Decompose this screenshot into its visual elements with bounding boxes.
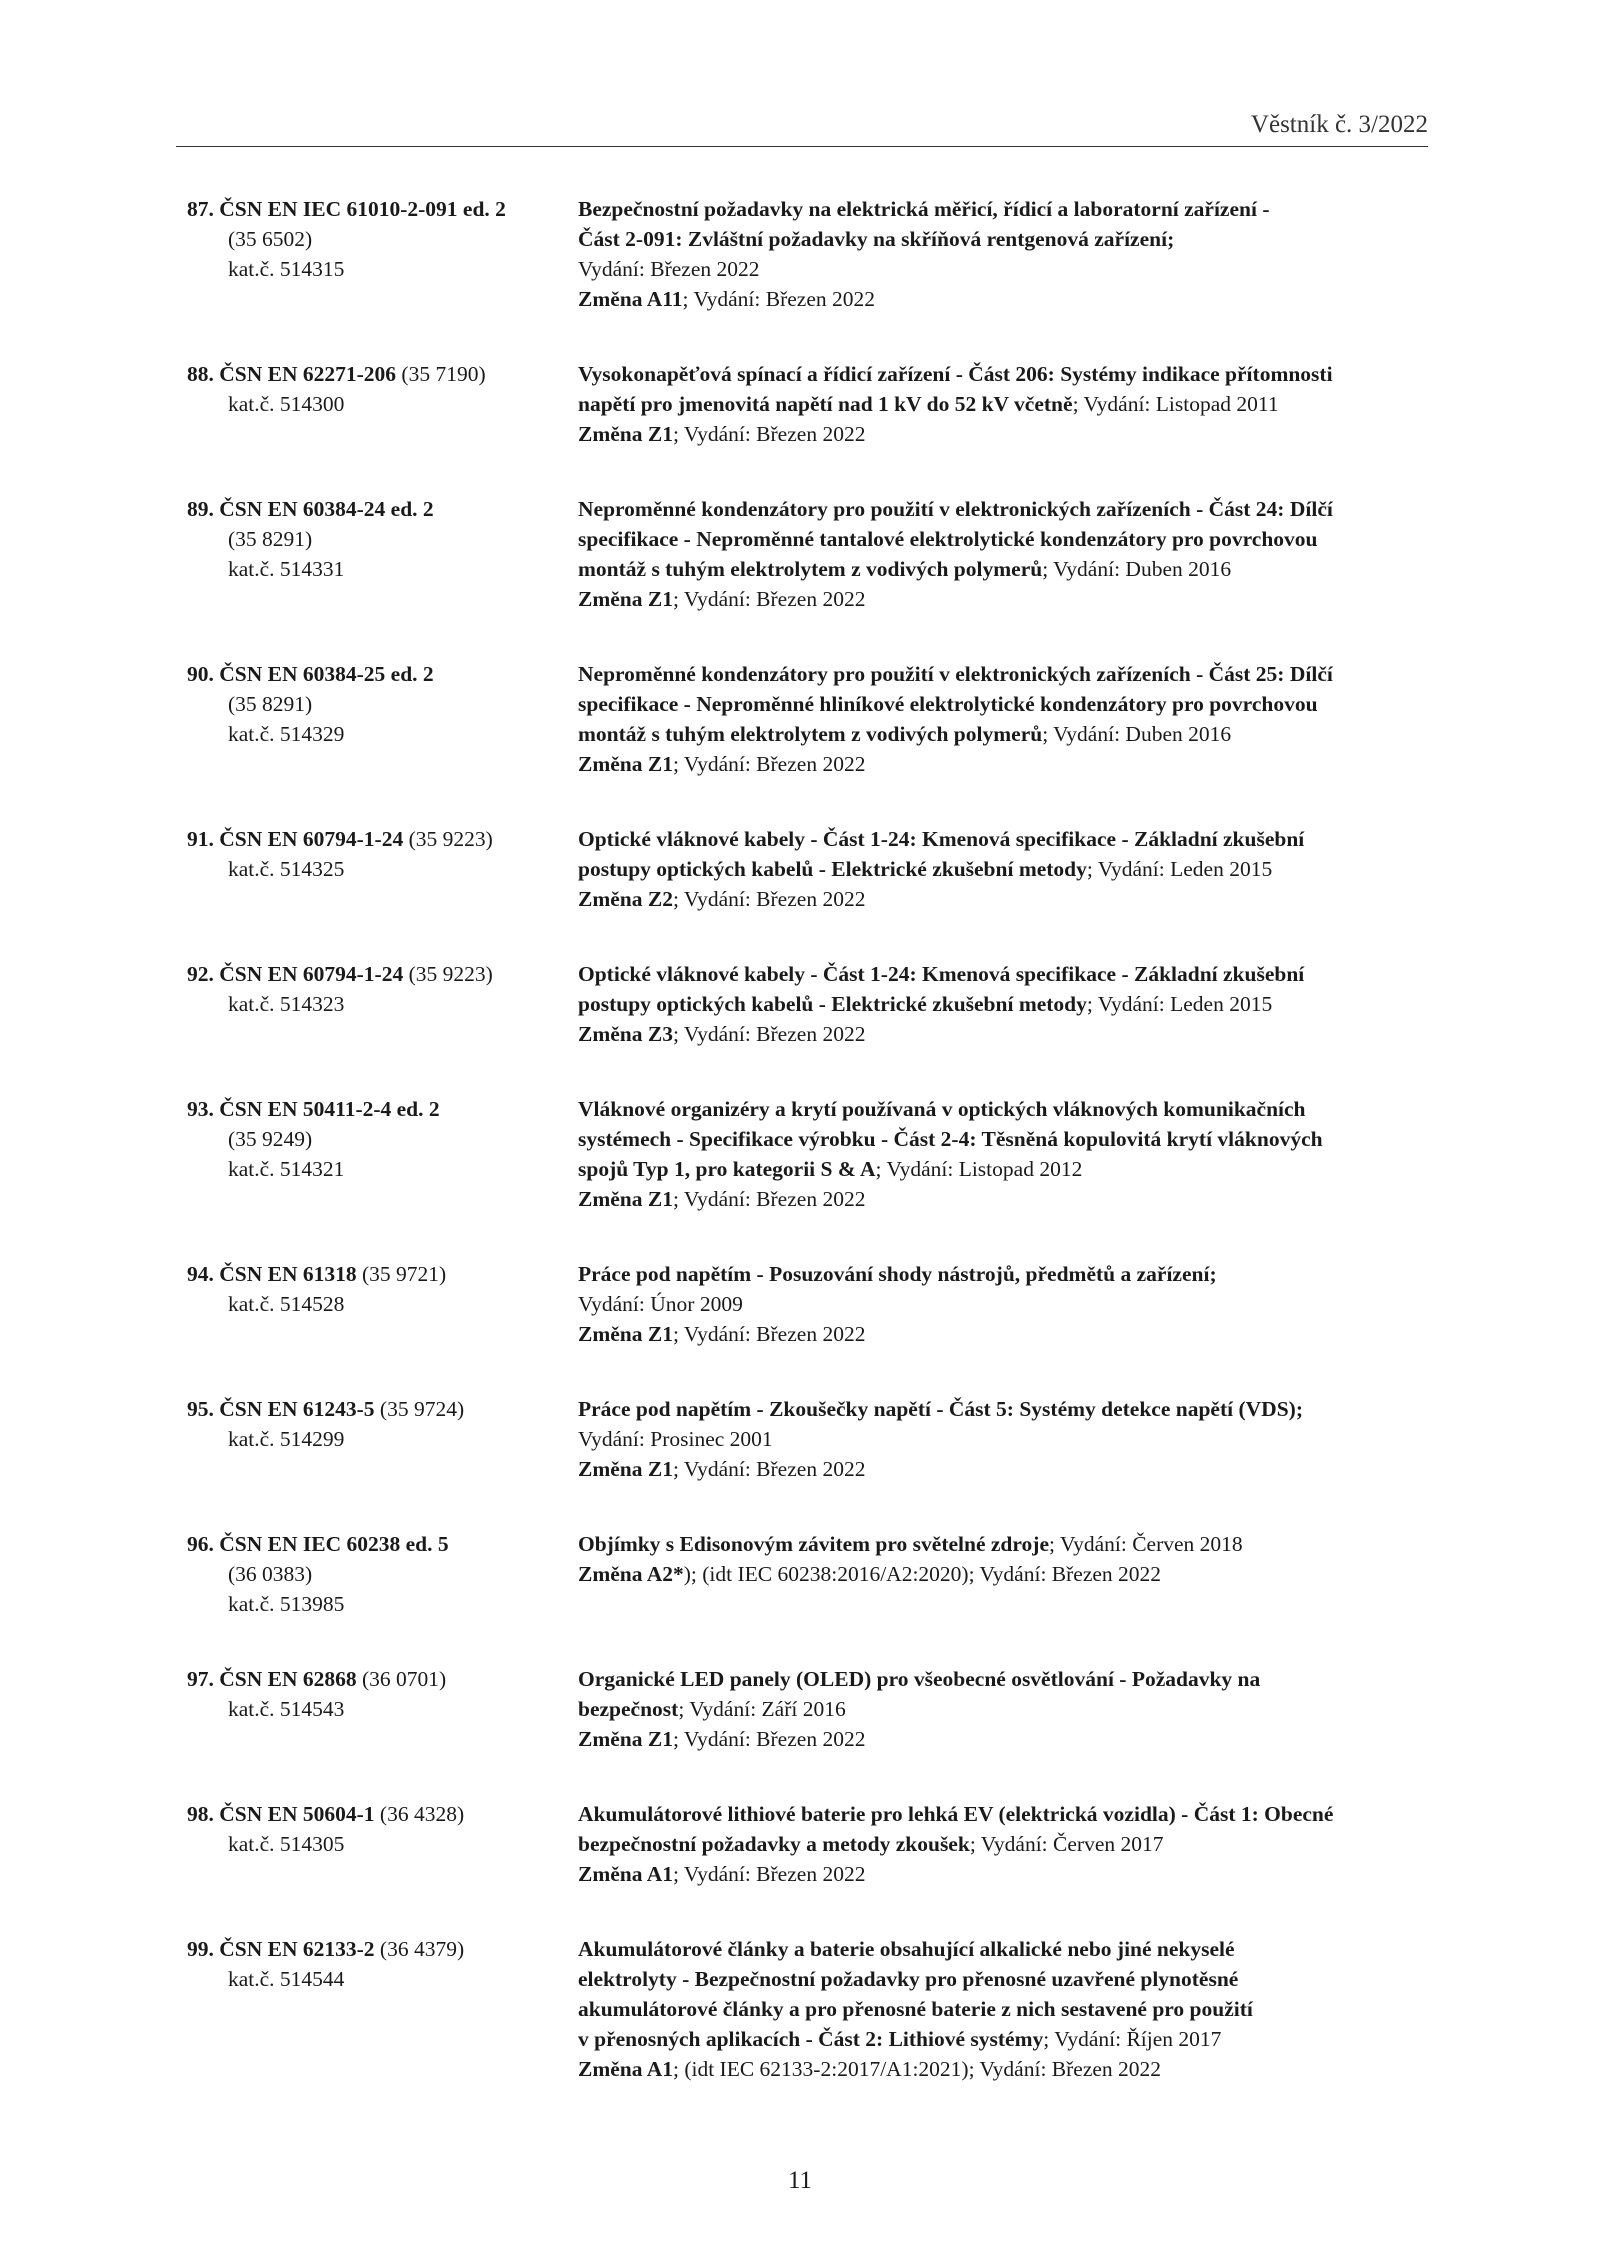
change-issue: ; Vydání: Březen 2022 — [672, 1457, 866, 1481]
standard-id — [187, 1394, 557, 1454]
classification-code: (35 9721) — [356, 1262, 447, 1286]
catalog-number: kat.č. 514315 — [228, 257, 345, 281]
standard-description — [578, 659, 1438, 779]
standard-title-line: Vysokonapěťová spínací a řídicí zařízení - Část 206: Systémy indikace přítomnosti — [578, 362, 1333, 386]
catalog-number: kat.č. 514305 — [228, 1832, 345, 1856]
issue-date: ; Vydání: Červen 2018 — [1048, 1532, 1243, 1556]
catalog-number: kat.č. 514528 — [228, 1292, 345, 1316]
entry-number: 88. — [187, 362, 214, 386]
standard-id — [187, 1799, 557, 1859]
standard-title-line: Část 2-091: Zvláštní požadavky na skříňová rentgenová zařízení; — [578, 227, 1175, 251]
standard-id — [187, 1529, 557, 1619]
standard-title-line: Neproměnné kondenzátory pro použití v elektronických zařízeních - Část 24: Dílčí — [578, 497, 1333, 521]
standard-title-line: Objímky s Edisonovým závitem pro světelné zdroje — [578, 1532, 1049, 1556]
standard-title-line: elektrolyty - Bezpečnostní požadavky pro přenosné uzavřené plynotěsné — [578, 1967, 1239, 1991]
entry-number: 87. — [187, 197, 214, 221]
classification-code: (35 7190) — [396, 362, 486, 386]
standard-title-line: montáž s tuhým elektrolytem z vodivých polymerů — [578, 722, 1043, 746]
change-issue: ; Vydání: Březen 2022 — [672, 422, 866, 446]
catalog-number: kat.č. 514329 — [228, 722, 345, 746]
entry-number: 92. — [187, 962, 214, 986]
standard-id — [187, 359, 557, 419]
standard-title-line: Optické vláknové kabely - Část 1-24: Kmenová specifikace - Základní zkušební — [578, 962, 1305, 986]
change-label: Změna A2* — [578, 1562, 684, 1586]
entry-number: 91. — [187, 827, 214, 851]
page-number: 11 — [787, 2167, 813, 2194]
entry-number: 93. — [187, 1097, 214, 1121]
change-label: Změna Z2 — [578, 887, 673, 911]
standard-title-line: v přenosných aplikacích - Část 2: Lithiové systémy — [578, 2027, 1044, 2051]
standard-code: ČSN EN 60384-24 ed. 2 — [219, 497, 434, 521]
standard-id — [187, 194, 557, 284]
standard-description — [578, 959, 1438, 1049]
change-issue: ; Vydání: Březen 2022 — [672, 1322, 866, 1346]
standard-code: ČSN EN 61243-5 — [219, 1397, 375, 1421]
entry-number: 95. — [187, 1397, 214, 1421]
standard-description — [578, 1529, 1438, 1589]
classification-code: (35 9724) — [374, 1397, 465, 1421]
change-issue: ; (idt IEC 62133-2:2017/A1:2021); Vydání: Březen 2022 — [672, 2057, 1162, 2081]
standard-code: ČSN EN IEC 61010-2-091 ed. 2 — [219, 197, 506, 221]
issue-date: ; Vydání: Listopad 2011 — [1072, 392, 1279, 416]
standard-description — [578, 494, 1438, 614]
change-label: Změna Z1 — [578, 1727, 673, 1751]
catalog-number: kat.č. 513985 — [228, 1592, 345, 1616]
change-issue: ; Vydání: Březen 2022 — [672, 1022, 866, 1046]
standard-description — [578, 1934, 1438, 2084]
entry-number: 89. — [187, 497, 214, 521]
classification-code: (36 4379) — [374, 1937, 465, 1961]
standard-description — [578, 194, 1438, 314]
entry-number: 90. — [187, 662, 214, 686]
standard-title-line: specifikace - Neproměnné hliníkové elektrolytické kondenzátory pro povrchovou — [578, 692, 1318, 716]
standard-id — [187, 1664, 557, 1724]
standard-title-line: postupy optických kabelů - Elektrické zkušební metody — [578, 992, 1087, 1016]
change-label: Změna Z1 — [578, 422, 673, 446]
standard-title-line: akumulátorové články a pro přenosné baterie z nich sestavené pro použití — [578, 1997, 1253, 2021]
standard-title-line: spojů Typ 1, pro kategorii S & A — [578, 1157, 876, 1181]
issue-date: Vydání: Únor 2009 — [578, 1292, 743, 1316]
entry-number: 96. — [187, 1532, 214, 1556]
classification-code: (35 9249) — [228, 1127, 313, 1151]
entry-number: 98. — [187, 1802, 214, 1826]
standard-code: ČSN EN 61318 — [219, 1262, 357, 1286]
issue-date: Vydání: Březen 2022 — [578, 257, 760, 281]
standard-code: ČSN EN 60384-25 ed. 2 — [219, 662, 434, 686]
issue-date: ; Vydání: Duben 2016 — [1042, 557, 1232, 581]
standard-description — [578, 1094, 1438, 1214]
standard-description — [578, 824, 1438, 914]
standard-title-line: Vláknové organizéry a krytí používaná v optických vláknových komunikačních — [578, 1097, 1306, 1121]
standard-id — [187, 1259, 557, 1319]
issue-date: ; Vydání: Leden 2015 — [1086, 857, 1273, 881]
standard-title-line: Akumulátorové články a baterie obsahující alkalické nebo jiné nekyselé — [578, 1937, 1235, 1961]
standard-title-line: systémech - Specifikace výrobku - Část 2-4: Těsněná kopulovitá krytí vláknových — [578, 1127, 1323, 1151]
change-label: Změna Z1 — [578, 1187, 673, 1211]
entry-number: 99. — [187, 1937, 214, 1961]
standard-title-line: Akumulátorové lithiové baterie pro lehká EV (elektrická vozidla) - Část 1: Obecné — [578, 1802, 1334, 1826]
standard-code: ČSN EN 50411-2-4 ed. 2 — [219, 1097, 440, 1121]
change-issue: ); (idt IEC 60238:2016/A2:2020); Vydání: Březen 2022 — [683, 1562, 1162, 1586]
standard-code: ČSN EN 62133-2 — [219, 1937, 375, 1961]
change-label: Změna Z3 — [578, 1022, 673, 1046]
issue-date: ; Vydání: Červen 2017 — [969, 1832, 1164, 1856]
catalog-number: kat.č. 514331 — [228, 557, 345, 581]
standard-description — [578, 1259, 1438, 1349]
change-issue: ; Vydání: Březen 2022 — [672, 752, 866, 776]
standard-id — [187, 959, 557, 1019]
standard-title-line: Optické vláknové kabely - Část 1-24: Kmenová specifikace - Základní zkušební — [578, 827, 1305, 851]
classification-code: (35 6502) — [228, 227, 313, 251]
standard-title-line: napětí pro jmenovitá napětí nad 1 kV do 52 kV včetně — [578, 392, 1073, 416]
change-label: Změna Z1 — [578, 1457, 673, 1481]
standard-code: ČSN EN 50604-1 — [219, 1802, 375, 1826]
standard-title-line: bezpečnost — [578, 1697, 679, 1721]
standard-title-line: Organické LED panely (OLED) pro všeobecné osvětlování - Požadavky na — [578, 1667, 1261, 1691]
change-label: Změna A1 — [578, 2057, 673, 2081]
catalog-number: kat.č. 514321 — [228, 1157, 345, 1181]
standard-description — [578, 1799, 1438, 1889]
standard-code: ČSN EN 62868 — [219, 1667, 357, 1691]
entry-number: 94. — [187, 1262, 214, 1286]
issue-date: Vydání: Prosinec 2001 — [578, 1427, 773, 1451]
standard-description — [578, 359, 1438, 449]
standard-id — [187, 1094, 557, 1184]
issue-date: ; Vydání: Říjen 2017 — [1043, 2027, 1222, 2051]
change-label: Změna A11 — [578, 287, 683, 311]
classification-code: (35 9223) — [403, 827, 493, 851]
standard-title-line: postupy optických kabelů - Elektrické zkušební metody — [578, 857, 1087, 881]
change-label: Změna A1 — [578, 1862, 673, 1886]
standard-title-line: Neproměnné kondenzátory pro použití v elektronických zařízeních - Část 25: Dílčí — [578, 662, 1333, 686]
change-label: Změna Z1 — [578, 1322, 673, 1346]
standard-description — [578, 1664, 1438, 1754]
entry-number: 97. — [187, 1667, 214, 1691]
classification-code: (35 8291) — [228, 527, 313, 551]
standard-code: ČSN EN IEC 60238 ed. 5 — [219, 1532, 449, 1556]
change-issue: ; Vydání: Březen 2022 — [672, 1187, 866, 1211]
issue-date: ; Vydání: Září 2016 — [678, 1697, 846, 1721]
change-label: Změna Z1 — [578, 752, 673, 776]
catalog-number: kat.č. 514544 — [228, 1967, 345, 1991]
journal-title: Věstník č. 3/2022 — [1250, 111, 1428, 138]
change-issue: ; Vydání: Březen 2022 — [672, 887, 866, 911]
issue-date: ; Vydání: Duben 2016 — [1042, 722, 1232, 746]
standard-id — [187, 659, 557, 749]
standard-title-line: specifikace - Neproměnné tantalové elektrolytické kondenzátory pro povrchovou — [578, 527, 1318, 551]
standard-code: ČSN EN 60794-1-24 — [219, 962, 404, 986]
change-issue: ; Vydání: Březen 2022 — [672, 1862, 866, 1886]
standard-id — [187, 494, 557, 584]
classification-code: (36 0383) — [228, 1562, 313, 1586]
classification-code: (35 9223) — [403, 962, 493, 986]
change-label: Změna Z1 — [578, 587, 673, 611]
standard-title-line: Práce pod napětím - Zkoušečky napětí - Část 5: Systémy detekce napětí (VDS); — [578, 1397, 1303, 1421]
standard-title-line: Práce pod napětím - Posuzování shody nástrojů, předmětů a zařízení; — [578, 1262, 1217, 1286]
catalog-number: kat.č. 514300 — [228, 392, 345, 416]
classification-code: (36 0701) — [356, 1667, 447, 1691]
standard-code: ČSN EN 62271-206 — [219, 362, 397, 386]
issue-date: ; Vydání: Leden 2015 — [1086, 992, 1273, 1016]
change-issue: ; Vydání: Březen 2022 — [672, 587, 866, 611]
catalog-number: kat.č. 514299 — [228, 1427, 345, 1451]
catalog-number: kat.č. 514543 — [228, 1697, 345, 1721]
standard-id — [187, 1934, 557, 1994]
standard-title-line: bezpečnostní požadavky a metody zkoušek — [578, 1832, 970, 1856]
catalog-number: kat.č. 514323 — [228, 992, 345, 1016]
standard-code: ČSN EN 60794-1-24 — [219, 827, 404, 851]
page-header — [176, 110, 1428, 147]
issue-date: ; Vydání: Listopad 2012 — [875, 1157, 1083, 1181]
standard-title-line: Bezpečnostní požadavky na elektrická měřicí, řídicí a laboratorní zařízení - — [578, 197, 1270, 221]
change-issue: ; Vydání: Březen 2022 — [682, 287, 876, 311]
change-issue: ; Vydání: Březen 2022 — [672, 1727, 866, 1751]
classification-code: (35 8291) — [228, 692, 313, 716]
standard-title-line: montáž s tuhým elektrolytem z vodivých polymerů — [578, 557, 1043, 581]
catalog-number: kat.č. 514325 — [228, 857, 345, 881]
classification-code: (36 4328) — [374, 1802, 465, 1826]
standard-id — [187, 824, 557, 884]
standard-description — [578, 1394, 1438, 1484]
